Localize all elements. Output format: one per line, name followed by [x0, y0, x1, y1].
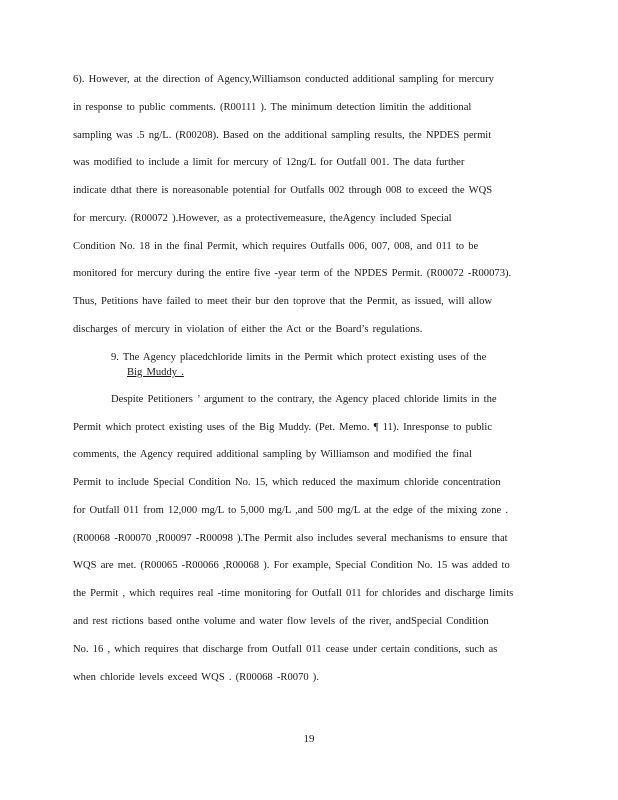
section-heading: 9. The Agency placedchloride limits in the Permit which protect existing uses of the: [111, 352, 487, 363]
paragraph-line: (R00068 -R00070 ,R00097 -R00098 ).The Permit also includes several mechanisms to ensure that: [73, 533, 508, 544]
paragraph-line: WQS are met. (R00065 -R00066 ,R00068 ). For example, Special Condition No. 15 was added to: [73, 560, 510, 571]
paragraph-line: was modified to include a limit for mercury of 12ng/L for Outfall 001. The data further: [73, 157, 465, 168]
paragraph-line: 6). However, at the direction of Agency,Williamson conducted additional sampling for mercury: [73, 74, 494, 85]
paragraph-line: comments, the Agency required additional sampling by Williamson and modified the final: [73, 449, 472, 460]
paragraph-line: monitored for mercury during the entire five -year term of the NPDES Permit. (R00072 -R00073).: [73, 268, 512, 279]
paragraph-line: for mercury. (R00072 ).However, as a protectivemeasure, theAgency included Special: [73, 213, 452, 224]
paragraph-line: in response to public comments. (R00111 ). The minimum detection limitin the additional: [73, 102, 472, 113]
paragraph-line: Despite Petitioners ’ argument to the contrary, the Agency placed chloride limits in the: [111, 394, 497, 405]
page-number: 19: [303, 733, 315, 745]
paragraph-line: when chloride levels exceed WQS . (R00068 -R0070 ).: [73, 672, 319, 683]
paragraph-line: Condition No. 18 in the final Permit, which requires Outfalls 006, 007, 008, and 011 to be: [73, 241, 479, 252]
paragraph-line: Permit which protect existing uses of the Big Muddy. (Pet. Memo. ¶ 11). Inresponse to public: [73, 422, 493, 433]
paragraph-line: indicate dthat there is noreasonable potential for Outfalls 002 through 008 to exceed the WQS: [73, 185, 493, 196]
section-heading-continuation: Big Muddy .: [127, 367, 184, 378]
paragraph-line: for Outfall 011 from 12,000 mg/L to 5,000 mg/L ,and 500 mg/L at the edge of the mixing zone .: [73, 505, 509, 516]
paragraph-line: discharges of mercury in violation of either the Act or the Board’s regulations.: [73, 324, 423, 335]
paragraph-line: sampling was .5 ng/L. (R00208). Based on the additional sampling results, the NPDES permit: [73, 130, 492, 141]
paragraph-line: Permit to include Special Condition No. 15, which reduced the maximum chloride concentration: [73, 477, 501, 488]
paragraph-line: No. 16 , which requires that discharge from Outfall 011 cease under certain conditions, such as: [73, 644, 498, 655]
paragraph-line: and rest rictions based onthe volume and water flow levels of the river, andSpecial Condition: [73, 616, 489, 627]
paragraph-line: Thus, Petitions have failed to meet their bur den toprove that the Permit, as issued, will allow: [73, 296, 493, 307]
paragraph-line: the Permit , which requires real -time monitoring for Outfall 011 for chlorides and discharge limits: [73, 588, 514, 599]
